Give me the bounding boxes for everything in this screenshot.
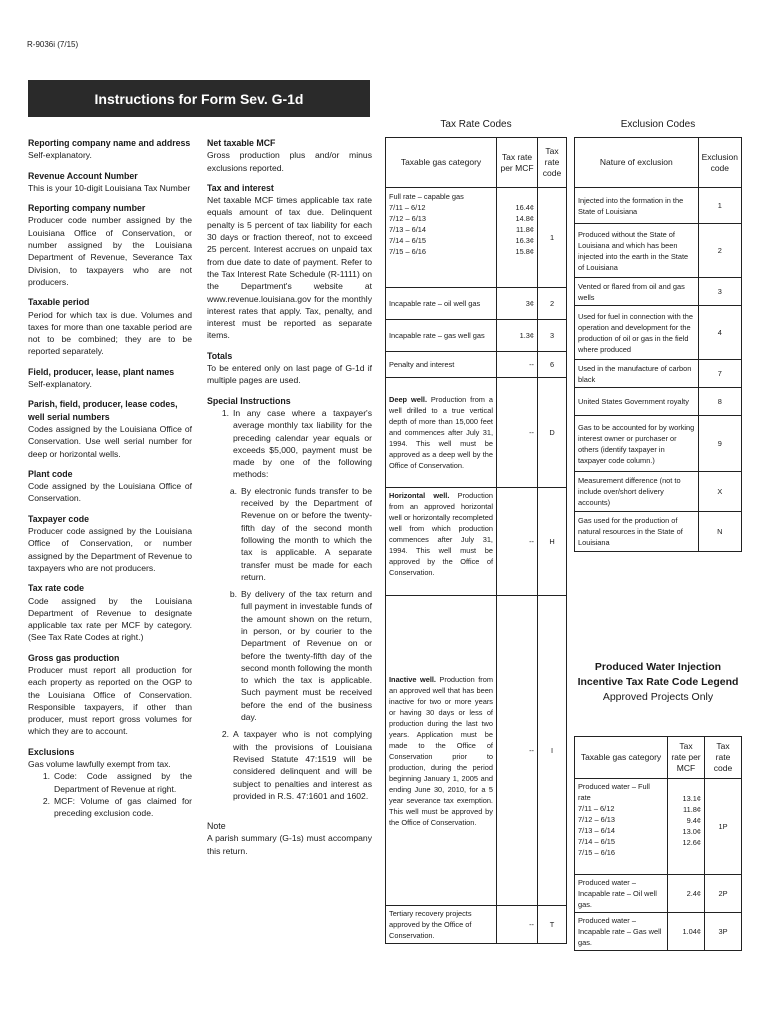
period: 7/13 – 6/14 — [578, 826, 615, 835]
exclusion-codes-heading: Exclusion Codes — [620, 119, 696, 130]
rate: 13.1¢ — [682, 794, 701, 803]
rate: 13.0¢ — [682, 827, 701, 836]
legend-subtitle: Approved Projects Only — [602, 691, 714, 703]
table-cell: Injected into the formation in the State of Louisiana — [575, 188, 699, 224]
section-text: Codes assigned by the Louisiana Office of Conservation. Use well serial number for deep or horizontal wells. — [28, 423, 192, 459]
table-row — [386, 906, 567, 944]
period: 7/11 – 6/12 — [389, 203, 426, 212]
table-cell: Tertiary recovery projects approved by the Office of Conservation. — [386, 906, 497, 944]
table-cell — [386, 488, 497, 596]
section — [28, 398, 192, 459]
table-cell — [386, 596, 497, 906]
section-heading: Note — [207, 821, 226, 832]
produced-water-table — [574, 736, 742, 951]
section-heading: Plant code — [28, 468, 73, 479]
exclusion-codes-table — [574, 137, 742, 552]
section-heading: Net taxable MCF — [207, 138, 276, 148]
section-text: This is your 10-digit Louisiana Tax Number — [28, 182, 191, 193]
section-text: Code assigned by the Louisiana Office of Conservation. — [28, 481, 192, 504]
table-cell: Produced water – Incapable rate – Gas well gas. — [575, 913, 668, 951]
section-heading: Taxpayer code — [28, 513, 89, 524]
section-text: Self-explanatory. — [28, 379, 92, 390]
table-cell: X — [698, 472, 741, 512]
section-heading: Tax rate code — [28, 583, 85, 594]
table-row — [575, 779, 742, 875]
table-cell: -- — [497, 906, 538, 944]
table-cell: Incapable rate – oil well gas — [386, 288, 497, 320]
section-text: Gas volume lawfully exempt from tax. — [28, 759, 171, 770]
period: 7/11 – 6/12 — [578, 804, 615, 813]
section — [207, 395, 372, 803]
label-bold: Inactive well. — [389, 674, 436, 684]
section — [28, 513, 192, 574]
section-text: Code assigned by the Louisiana Department of Revenue to designate applicable tax rate per MCF by category. (See Tax Rate Codes at right.) — [28, 595, 192, 643]
section — [207, 182, 372, 342]
section-heading: Exclusions — [28, 746, 75, 757]
rate: 9.4¢ — [686, 816, 701, 825]
section-heading: Field, producer, lease, plant names — [28, 366, 175, 377]
table-cell: I — [538, 596, 567, 906]
table-row — [575, 360, 742, 388]
table-cell: -- — [497, 596, 538, 906]
label-bold: Horizontal well. — [389, 491, 450, 500]
column-header: Tax rate per MCF — [497, 138, 538, 188]
table-cell: 4 — [698, 306, 741, 360]
table-cell — [575, 779, 668, 875]
table-row — [575, 913, 742, 951]
section-heading: Reporting company number — [28, 203, 146, 214]
section-text: Producer code number assigned by the Louisiana Office of Conservation, or number assigned by the Louisiana Department of Revenue, Severance Tax Division, to taxpayers who are not producers. — [28, 215, 192, 287]
section — [28, 652, 192, 738]
tax-rate-codes-table — [385, 137, 567, 944]
table-row — [386, 596, 567, 906]
table-row — [575, 278, 742, 306]
table-cell: 3P — [705, 913, 742, 951]
table-row — [575, 188, 742, 224]
column-header: Exclusion code — [698, 138, 741, 188]
table-row — [575, 306, 742, 360]
table-cell: Measurement difference (not to include over/short delivery accounts) — [575, 472, 699, 512]
section — [207, 137, 372, 174]
table-cell: Produced without the State of Louisiana and which has been injected into the earth in the State of Louisiana — [575, 224, 699, 278]
table-cell — [386, 188, 497, 288]
table-cell: 2 — [538, 288, 567, 320]
section-text: Producer code assigned by the Louisiana Office of Conservation, or number assigned by the Department of Revenue to taxpayers who are not producers. — [28, 526, 192, 573]
section-text: Gross production plus and/or minus exclusions reported. — [207, 150, 372, 173]
table-cell: 7 — [698, 360, 741, 388]
table-cell: 6 — [538, 352, 567, 378]
table-cell: 2 — [698, 224, 741, 278]
table-cell: 9 — [698, 416, 741, 472]
table-cell: Used in the manufacture of carbon black — [575, 360, 699, 388]
section-heading: Tax and interest — [207, 182, 274, 193]
table-cell: Gas to be accounted for by working interest owner or purchaser or others (identify taxpayer in taxpayer code column.) — [575, 416, 699, 472]
legend-title-2: Incentive Tax Rate Code Legend — [577, 676, 739, 688]
rate: 11.8¢ — [683, 805, 701, 814]
page-title: Instructions for Form Sev. G-1d — [28, 80, 370, 117]
section — [28, 137, 192, 162]
instructions-column-1 — [28, 137, 192, 828]
description: Production from an approved horizontal well or horizontally recompleted well from which production commences after July 31, 1994. This well must be approved by the Office of Conservation. — [389, 491, 493, 577]
table-cell: -- — [497, 488, 538, 596]
table-cell: T — [538, 906, 567, 944]
period: 7/14 – 6/15 — [578, 837, 615, 846]
table-row — [575, 388, 742, 416]
form-number: R-9036i (7/15) — [27, 40, 79, 49]
table-cell: 1 — [538, 188, 567, 288]
table-cell: -- — [497, 352, 538, 378]
period: 7/15 – 6/16 — [389, 247, 426, 256]
section-text: Self-explanatory. — [28, 150, 92, 161]
rate: 15.8¢ — [515, 247, 534, 256]
table-cell: Incapable rate – gas well gas — [386, 320, 497, 352]
table-row — [575, 416, 742, 472]
table-cell: Produced water – Incapable rate – Oil well gas. — [575, 875, 668, 913]
list-item: 2. MCF: Volume of gas claimed for preceding exclusion code. — [42, 795, 192, 819]
label-bold: Deep well. — [389, 395, 428, 404]
table-cell: 3 — [698, 278, 741, 306]
table-cell — [668, 779, 705, 875]
description: Production from an approved well that has been inactive for two or more years or having 30 days or less of production during the last two years. Application must be made to the Office of Conservation prior to production, during the period beginning January 1, 2005 and ending June 30, 2010, for a 5 year severance tax exemption. This well must be approved by the Office of Conservation. — [389, 674, 493, 827]
table-cell: Penalty and interest — [386, 352, 497, 378]
table-row — [386, 320, 567, 352]
table-cell: 3¢ — [497, 288, 538, 320]
row-label: Produced water – Full rate — [578, 782, 650, 802]
table-row — [386, 352, 567, 378]
column-header: Tax rate code — [538, 138, 567, 188]
column-header: Taxable gas category — [386, 138, 497, 188]
table-cell: Gas used for the production of natural resources in the State of Louisiana — [575, 512, 699, 552]
list-item: 1. Code: Code assigned by the Department of Revenue at right. — [42, 771, 192, 794]
column-header: Nature of exclusion — [575, 138, 699, 188]
section — [28, 296, 192, 357]
table-row — [575, 472, 742, 512]
period: 7/12 – 6/13 — [578, 815, 615, 824]
period: 7/15 – 6/16 — [578, 848, 615, 857]
table-row — [386, 288, 567, 320]
special-instructions-2 — [207, 728, 372, 802]
table-cell — [497, 188, 538, 288]
list-item: b. By delivery of the tax return and full payment in investable funds of the amount shown on the return, in person, or by courier to the Department of Revenue on or before the twenty-fifth day of the second month following the month to which the tax is applicable. Such payment must be received before the end of the business day. — [229, 589, 372, 723]
special-sub-items — [207, 485, 372, 724]
table-row — [386, 378, 567, 488]
section-heading: Special Instructions — [207, 395, 291, 406]
section-heading: Gross gas production — [28, 652, 120, 663]
table-cell: Vented or flared from oil and gas wells — [575, 278, 699, 306]
period: 7/14 – 6/15 — [389, 236, 426, 245]
section — [28, 746, 192, 820]
section — [28, 366, 192, 391]
rate: 11.8¢ — [516, 225, 534, 234]
table-cell: 1.04¢ — [668, 913, 705, 951]
list-item: 1. In any case where a taxpayer's average monthly tax liability for the preceding calendar year equals or exceeds $5,000, payment must be made by one of the following methods: — [221, 407, 372, 480]
special-instructions — [207, 407, 372, 481]
rate: 12.6¢ — [682, 838, 701, 847]
section — [28, 582, 192, 643]
table-row — [575, 512, 742, 552]
table-cell: 1.3¢ — [497, 320, 538, 352]
section-heading: Reporting company name and address — [28, 138, 191, 148]
row-label: Full rate – capable gas — [389, 192, 464, 201]
table-cell: 2.4¢ — [668, 875, 705, 913]
table-cell: 1 — [698, 188, 741, 224]
section — [28, 170, 192, 195]
rate: 16.4¢ — [515, 203, 534, 212]
section-text: To be entered only on last page of G-1d if multiple pages are used. — [207, 363, 372, 386]
period: 7/12 – 6/13 — [389, 214, 426, 223]
table-cell: 2P — [705, 875, 742, 913]
section — [28, 202, 192, 288]
table-cell: Used for fuel in connection with the operation and development for the production of oil or gas in the field where produced — [575, 306, 699, 360]
section — [207, 350, 372, 387]
column-header: Tax rate per MCF — [668, 737, 705, 779]
list-item: a. By electronic funds transfer to be received by the Department of Revenue on or before the twenty-fifth day of the second month following the month to which the tax is applicable. A separate transfer must be made for each return. — [229, 485, 372, 582]
table-cell: 3 — [538, 320, 567, 352]
period: 7/13 – 6/14 — [389, 225, 426, 234]
section-heading: Revenue Account Number — [28, 170, 138, 181]
table-cell — [386, 378, 497, 488]
produced-water-legend — [574, 660, 742, 705]
table-cell: 8 — [698, 388, 741, 416]
rate: 14.8¢ — [515, 214, 534, 223]
rate: 16.3¢ — [515, 236, 534, 245]
table-row — [386, 188, 567, 288]
table-cell: D — [538, 378, 567, 488]
description: Production from a well drilled to a true vertical depth of more than 15,000 feet and commences after July 31, 1994. This well must be approved as a deep well by the Office of Conservation. — [389, 395, 493, 470]
section-heading: Parish, field, producer, lease codes, well serial numbers — [28, 399, 178, 422]
table-row — [386, 488, 567, 596]
section-text: A parish summary (G-1s) must accompany this return. — [207, 833, 372, 856]
list-item: 2. A taxpayer who is not complying with the provisions of Louisiana Revised Statute 47:1519 will be considered delinquent and will be subject to penalties and interest as provided in R.S. 47:1601 and 1602. — [221, 729, 372, 801]
table-cell: N — [698, 512, 741, 552]
section — [28, 468, 192, 505]
section-text: Period for which tax is due. Volumes and taxes for more than one taxable period are not to be combined; they are to be reported separately. — [28, 309, 192, 357]
table-cell: 1P — [705, 779, 742, 875]
table-cell: United States Government royalty — [575, 388, 699, 416]
legend-title: Produced Water Injection — [594, 661, 722, 673]
section-text: Net taxable MCF times applicable tax rate equals amount of tax due. Delinquent penalty is 5 percent of tax liability for each 30 days or fraction thereof, not to exceed 25 percent. Interest accrues on unpaid tax from due date to date of payment. Refer to the Tax Interest Rate Schedule (R-1111) on the Department's website at www.revenue.louisiana.gov for the monthly interest rates that apply. Tax, penalty, and interest must be reported as separate items. — [207, 195, 372, 341]
table-row — [575, 224, 742, 278]
table-cell: H — [538, 488, 567, 596]
table-cell: -- — [497, 378, 538, 488]
exclusion-items — [28, 770, 192, 819]
section-text: Producer must report all production for each property as reported on the OGP to the Louisiana Office of Conservation. Responsible taxpayers, if other than producer, must report gross volumes for which they are to account. — [28, 664, 192, 737]
instructions-column-2 — [207, 137, 372, 865]
column-header: Taxable gas category — [575, 737, 668, 779]
table-row — [575, 875, 742, 913]
section-heading: Totals — [207, 350, 233, 361]
section-heading: Taxable period — [28, 297, 90, 308]
tax-rate-codes-heading: Tax Rate Codes — [440, 119, 512, 130]
column-header: Tax rate code — [705, 737, 742, 779]
section — [207, 820, 372, 857]
